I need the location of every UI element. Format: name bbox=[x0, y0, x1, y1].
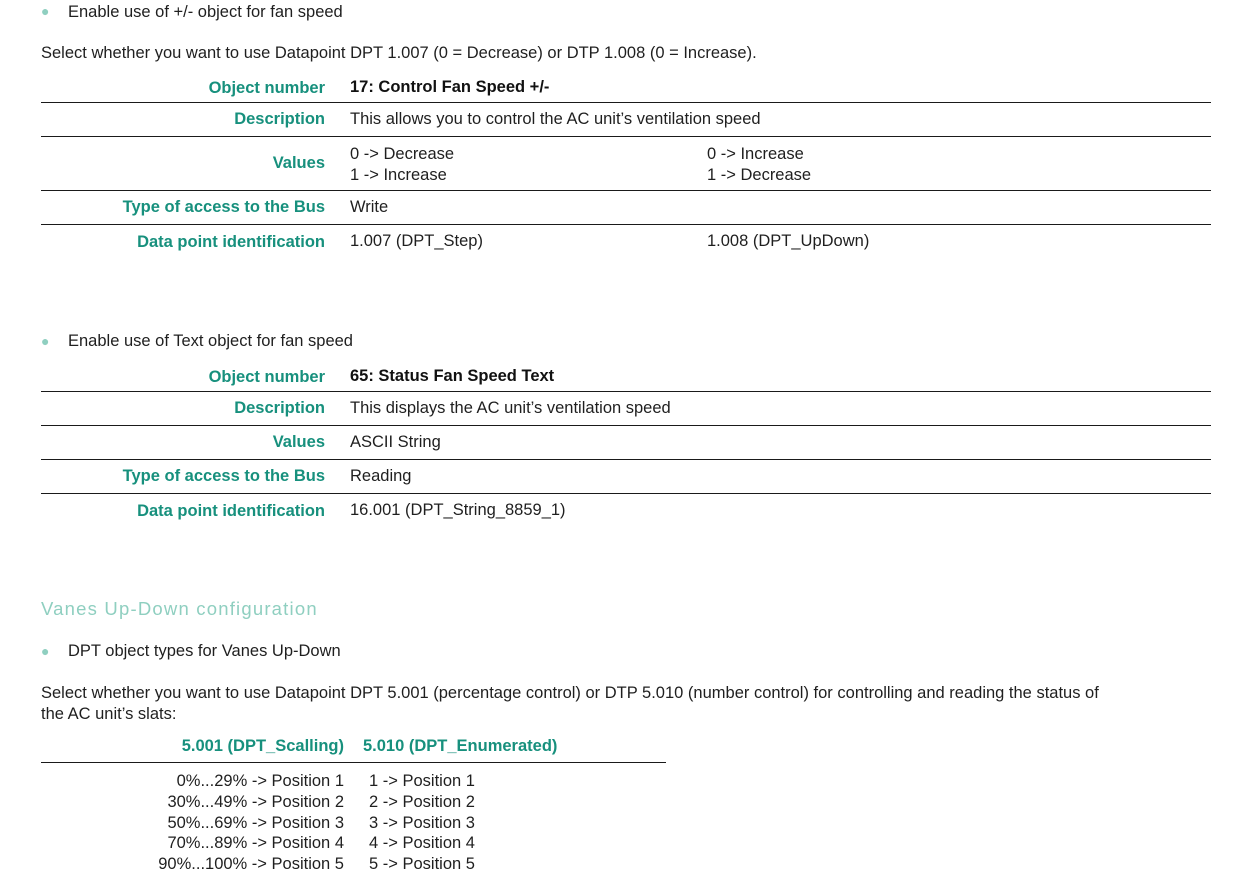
intro-paragraph-3-line2: the AC unit’s slats: bbox=[41, 705, 177, 723]
intro-paragraph-1: Select whether you want to use Datapoint DPT 1.007 (0 = Decrease) or DTP 1.008 (0 = Increase). bbox=[41, 44, 757, 62]
values-label: Values bbox=[272, 154, 325, 172]
dpi-col2-value: 1.008 (DPT_UpDown) bbox=[707, 232, 870, 250]
intro-paragraph-3-line1: Select whether you want to use Datapoint DPT 5.001 (percentage control) or DTP 5.010 (number control) for controlling and reading the status of bbox=[41, 684, 1099, 702]
scalling-column bbox=[158, 771, 344, 875]
bullet-fan-speed-text: Enable use of Text object for fan speed bbox=[68, 332, 353, 350]
list-item: 3 -> Position 3 bbox=[369, 813, 475, 832]
values-col2-line2: 1 -> Decrease bbox=[707, 166, 812, 184]
object-table-65 bbox=[41, 364, 1211, 528]
bullet-dot: ● bbox=[41, 333, 50, 349]
table-row bbox=[41, 103, 1211, 137]
list-item: 5 -> Position 5 bbox=[369, 855, 475, 874]
table-row bbox=[41, 494, 1211, 528]
bullet-dot: ● bbox=[41, 3, 50, 19]
bullet-fan-speed-plus-minus: Enable use of +/- object for fan speed bbox=[68, 3, 343, 21]
list-item: 30%...49% -> Position 2 bbox=[167, 792, 344, 811]
dpi-value: 16.001 (DPT_String_8859_1) bbox=[350, 501, 566, 519]
values-value: ASCII String bbox=[350, 433, 441, 451]
list-item: 4 -> Position 4 bbox=[369, 834, 475, 853]
access-value: Write bbox=[350, 198, 389, 216]
description-label: Description bbox=[234, 399, 325, 417]
dpi-label: Data point identification bbox=[137, 501, 325, 520]
description-value: This displays the AC unit’s ventilation speed bbox=[350, 399, 671, 417]
access-label: Type of access to the Bus bbox=[122, 467, 325, 485]
description-value: This allows you to control the AC unit’s ventilation speed bbox=[350, 110, 761, 128]
dpi-label: Data point identification bbox=[137, 232, 325, 251]
table-row bbox=[41, 137, 1211, 191]
table-row bbox=[41, 364, 1211, 392]
bullet-vanes-dpt: DPT object types for Vanes Up-Down bbox=[68, 642, 341, 660]
object-number-label: Object number bbox=[208, 79, 325, 97]
object-number-value: 65: Status Fan Speed Text bbox=[350, 367, 555, 385]
values-col1-line1: 0 -> Decrease bbox=[350, 145, 455, 163]
dpi-col1-value: 1.007 (DPT_Step) bbox=[350, 232, 483, 250]
list-item: 70%...89% -> Position 4 bbox=[167, 834, 344, 853]
object-number-value: 17: Control Fan Speed +/- bbox=[350, 78, 550, 96]
header-dpt-scalling: 5.001 (DPT_Scalling) bbox=[181, 737, 344, 755]
list-item: 1 -> Position 1 bbox=[369, 772, 475, 790]
access-label: Type of access to the Bus bbox=[122, 198, 325, 216]
table-row bbox=[41, 460, 1211, 494]
values-col1-line2: 1 -> Increase bbox=[350, 166, 447, 184]
table-row bbox=[41, 426, 1211, 460]
table-row bbox=[41, 225, 1211, 259]
section-title-vanes: Vanes Up-Down configuration bbox=[41, 598, 318, 619]
bullet-dot: ● bbox=[41, 643, 50, 659]
list-item: 0%...29% -> Position 1 bbox=[176, 772, 344, 790]
vanes-dpt-table bbox=[41, 736, 666, 874]
list-item: 2 -> Position 2 bbox=[369, 792, 475, 811]
values-col2-line1: 0 -> Increase bbox=[707, 145, 804, 163]
description-label: Description bbox=[234, 110, 325, 128]
values-label: Values bbox=[272, 433, 325, 451]
table-row bbox=[41, 392, 1211, 426]
table-row bbox=[41, 191, 1211, 225]
enumerated-column bbox=[369, 771, 475, 875]
header-dpt-enumerated: 5.010 (DPT_Enumerated) bbox=[363, 737, 558, 755]
object-number-label: Object number bbox=[208, 368, 325, 386]
list-item: 50%...69% -> Position 3 bbox=[167, 813, 344, 832]
vanes-table-header bbox=[41, 736, 666, 763]
list-item: 90%...100% -> Position 5 bbox=[158, 855, 344, 874]
access-value: Reading bbox=[350, 467, 412, 485]
table-row bbox=[41, 75, 1211, 103]
object-table-17 bbox=[41, 75, 1211, 259]
